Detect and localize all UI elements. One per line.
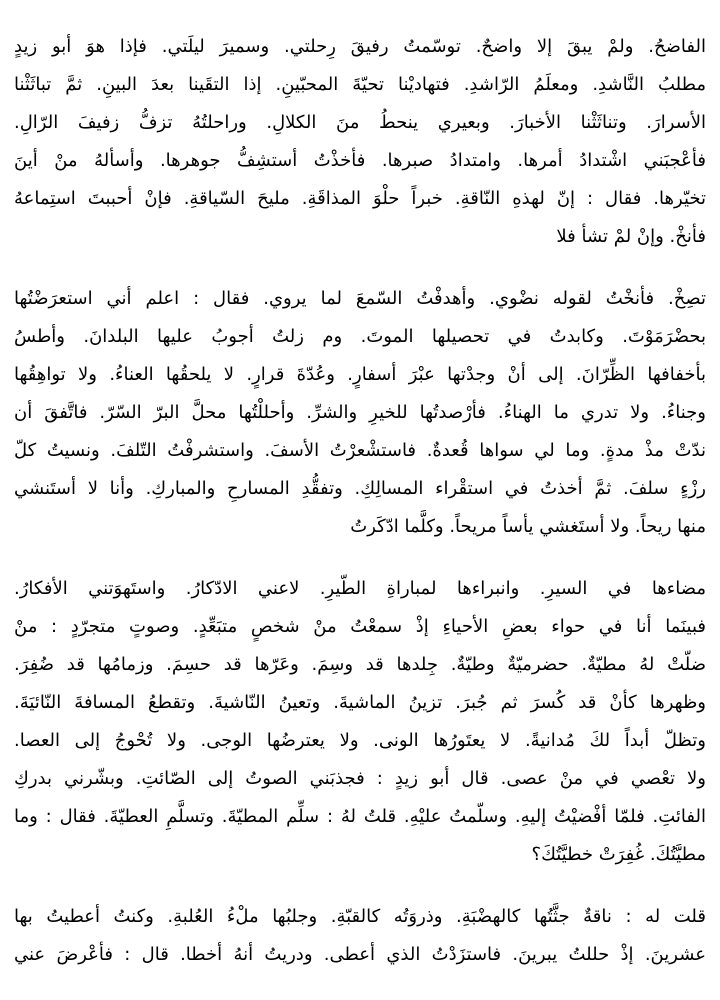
text-line: الفاضحُ. ولمْ يبقَ إلا واضحٌ. توسّمتُ رفيقَ رِحلتي. وسميرَ ليلَتي. فإذا هوَ أبو زيدٍ (14, 36, 706, 57)
text-line: رزْءٍ سلفَ. ثمَّ أخذتُ في استقْراء المسالِكِ. وتفقُّدِ المسارحِ والمباركِ. وأنا لا أستَنشي (14, 478, 706, 499)
text-line: بحضْرَمَوْتَ. وكابدتُ في تحصيلها الموتَ. وم زلتُ أجوبُ عليها البلدانَ. وأطسُ (14, 326, 706, 347)
text-line: وتظلّ أبداً لكَ مُدانيةً. لا يعتَورُها الونى. ولا يعترضُها الوجى. ولا تُحْوجُ إلى العصا. (14, 730, 706, 751)
text-line: الأسرارَ. وتناثَثْنا الأخبارَ. وبعيري ينحطُ منَ الكلالِ. وراحلتُهُ تزفُّ زفيفَ الرّالِ. (14, 112, 706, 133)
text-line: ندّتْ مذْ مدةٍ. وما لي سواها قُعدةٌ. فاستشْعرْتُ الأسفَ. واستشرفْتُ التّلفَ. ونسيتُ كلّ (14, 440, 706, 461)
text-line: فأنخْ. وإنْ لمْ تشأ فلا (556, 226, 706, 247)
text-paragraph (14, 28, 706, 256)
text-line: عشرينَ. إذْ حللتُ يبرينَ. فاستزَدْتُ الذي أعطى. ودريتُ أنهُ أخطا. قال : فأعْرضَ عني (14, 944, 706, 965)
text-line: قلت له : ناقةٌ جثَّتُها كالهضْبَةِ. وذروَتُه كالقبّةِ. وجلبُها ملْءُ العُلبةِ. وكنتُ أعطيتُ بها (14, 906, 706, 927)
text-line: الفائتِ. فلمّا أفْضيْتُ إليهِ. وسلّمتُ عليْهِ. قلتُ لهُ : سلِّم المطيّةَ. وتسلَّمِ العطيّةَ. فقال : وما (14, 806, 706, 827)
text-line: وظهرها كأنْ قد كُسرَ ثم جُبرَ. تزينُ الماشيةَ. وتعينُ النّاشيةَ. وتقطعُ المسافةَ النّائيَةَ. (14, 692, 706, 713)
text-line: مطلبُ النَّاشدِ. ومعلَمُ الرّاشدِ. فتهاديْنا تحيّةَ المحبّينِ. إذا التقَينا بعدَ البينِ. ثمَّ تباثَثْنا (14, 74, 706, 95)
text-line: بأخفافها الظِّرّانَ. إلى أنْ وجدْتها عبْرَ أسفارٍ. وعُدّةَ قرارٍ. لا يلحقُها العناءُ. ولا تواهِقُها (14, 364, 706, 385)
document-text (14, 28, 706, 974)
text-line: تصِخْ. فأنخْتُ لقوله نضْوي. وأهدفْتُ السّمعَ لما يروي. فقال : اعلم أني استعرَضْتُها (14, 288, 706, 309)
text-line: ولا تعْصي في منْ عصى. قال أبو زيدٍ : فجذبَني الصوتُ إلى الصّائتِ. وبشّرني بدركِ (14, 768, 706, 789)
text-line: وجناءُ. ولا تدري ما الهناءُ. فأرْصدتُها للخيرِ والشرِّ. وأحللْتُها محلَّ البرّ السّرّ. فاتَّفقَ أن (14, 402, 706, 423)
text-line: مضاءها في السيرِ. وانبراءها لمباراةِ الطّيرِ. لاعني الادّكارُ. واستَهوَتني الأفكارُ. (14, 578, 706, 599)
text-line: مطيَّتُكَ. غُفِرَتْ خطيَّتُكَ؟ (531, 844, 706, 865)
text-line: فبينَما أنا في حواء بعضِ الأحياءِ إذْ سمعْتُ منْ شخصٍ متبَعِّدٍ. وصوتٍ متجرّدٍ : منْ (14, 616, 706, 637)
text-paragraph (14, 570, 706, 874)
text-paragraph (14, 280, 706, 546)
text-line: ضلّتْ لهُ مطيّةٌ. حضرميّةٌ وطيّةٌ. جِلدها قد وسِمَ. وعَرّها قد حسِمَ. وزمامُها قد ضُفِرَ. (14, 654, 706, 675)
text-line: تخيّرها. فقال : إنّ لهذهِ النّاقةِ. خبراً حلْوَ المذاقَةِ. مليحَ السّياقةِ. فإنْ أحببتَ استِماعهُ (14, 188, 706, 209)
text-paragraph (14, 898, 706, 974)
text-line: فأعْجبَني اشْتدادُ أمرها. وامتدادُ صبرها. فأخذْتُ أستشِفُّ جوهرها. وأسألهُ منْ أينَ (14, 150, 706, 171)
text-line: منها ريحاً. ولا أستَغشي يأساً مريحاً. وكلَّما ادّكَرتُ (350, 516, 706, 537)
